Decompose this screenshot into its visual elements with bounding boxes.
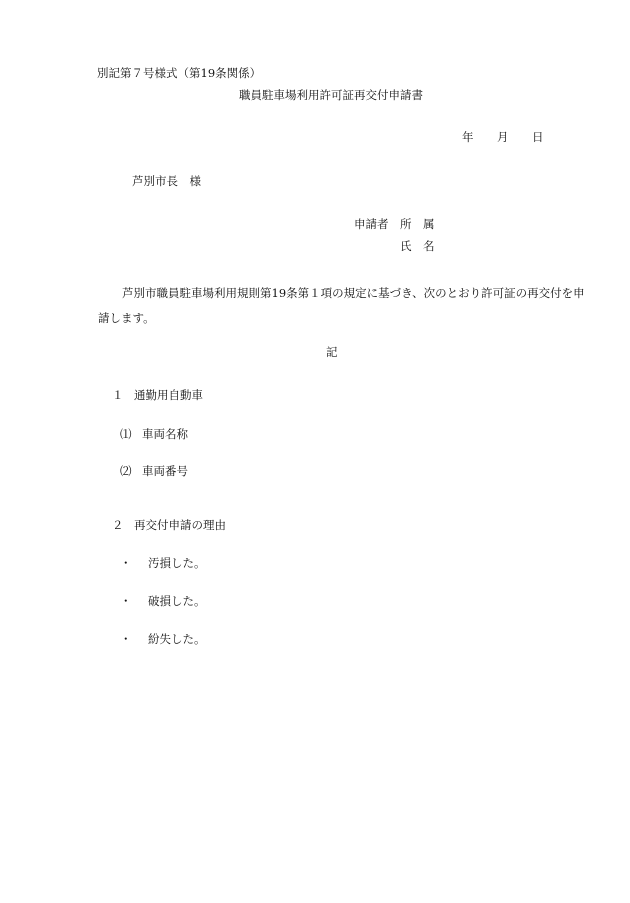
section1-item-2: [120, 466, 188, 478]
section1-item-1: [120, 429, 188, 441]
section2-heading: [112, 520, 226, 532]
addressee: 芦別市長 様: [132, 174, 201, 188]
reason-text: 汚損した。: [148, 556, 206, 570]
bullet: ・: [120, 632, 132, 646]
applicant-label: 申請者: [354, 217, 389, 231]
section1-number: １: [112, 388, 124, 402]
document-title: 職員駐車場利用許可証再交付申請書: [239, 88, 423, 102]
date-day: 日: [532, 130, 544, 144]
item-number: ⑴: [120, 427, 132, 441]
ki-heading: 記: [326, 345, 338, 359]
section2-title: 再交付申請の理由: [134, 518, 226, 532]
body-text: 芦別市職員駐車場利用規則第19条第１項の規定に基づき、次のとおり許可証の再交付を申請します。: [98, 286, 585, 325]
applicant-name: 氏 名: [400, 239, 435, 253]
reason-text: 紛失した。: [148, 632, 206, 646]
item-number: ⑵: [120, 464, 132, 478]
applicant-affiliation: 所 属: [400, 217, 435, 231]
date-month: 月: [497, 130, 509, 144]
date-year: 年: [462, 130, 474, 144]
form-label: 別記第７号様式（第19条関係）: [97, 66, 262, 80]
reason-item-1: [120, 558, 206, 570]
bullet: ・: [120, 556, 132, 570]
item-label: 車両番号: [142, 464, 188, 478]
reason-text: 破損した。: [148, 594, 206, 608]
section1-title: 通勤用自動車: [134, 388, 203, 402]
reason-item-2: [120, 596, 206, 608]
item-label: 車両名称: [142, 427, 188, 441]
reason-item-3: [120, 634, 206, 646]
section2-number: ２: [112, 518, 124, 532]
bullet: ・: [120, 594, 132, 608]
section1-heading: [112, 390, 203, 402]
